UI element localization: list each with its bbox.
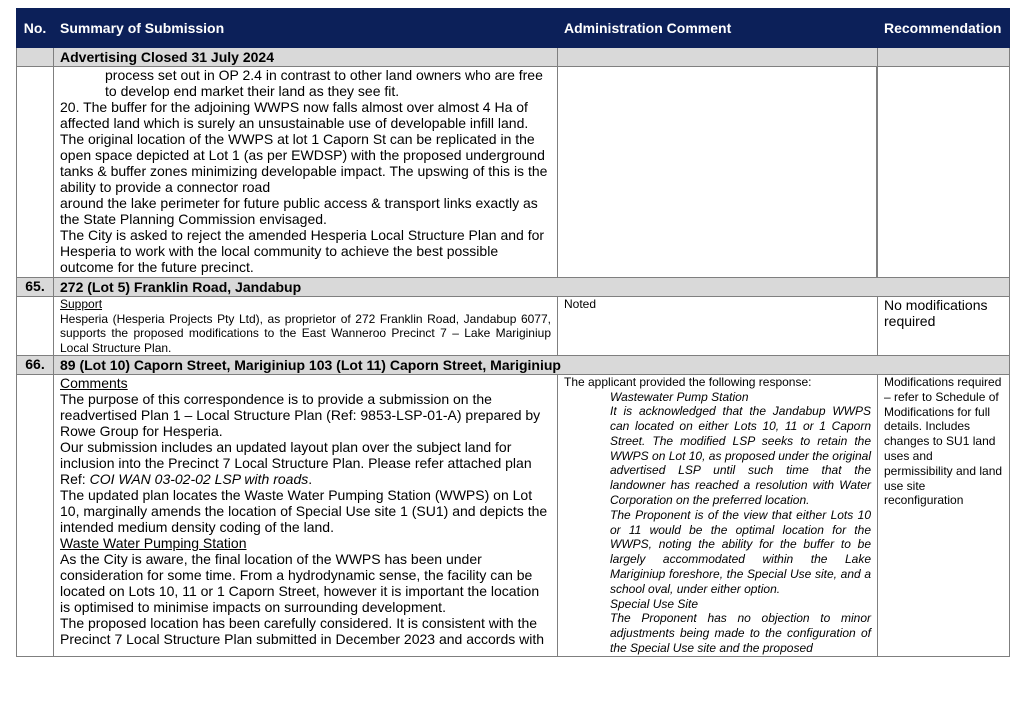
item-66-title: 89 (Lot 10) Caporn Street, Mariginiup 103 (Lot 11) Caporn Street, Mariginiup (54, 356, 1010, 375)
item-66-admin (558, 375, 878, 657)
item-66-admin-para-1: It is acknowledged that the Jandabup WWPS can located on either Lots 10, 11 or 1 Caporn Street. The modified LSP seeks to retain the WWPS on Lot 10, as proposed under the original advertised LSP until such time that the landowner has reached a resolution with Water Corporation on the preferred location. (610, 404, 871, 508)
item-65-support-label: Support (60, 297, 103, 311)
item-65-title: 272 (Lot 5) Franklin Road, Jandabup (54, 278, 1010, 297)
recommendation-cell (878, 67, 1010, 278)
item-66-para-2 (60, 439, 551, 487)
item-66-para-4: As the City is aware, the final location of the WWPS has been under consideration for some time. From a hydrodynamic sense, the facility can be located on Lots 10, 11 or 1 Caporn Street, however it is important the location is optimised to minimise impacts on surrounding development. (60, 551, 540, 615)
item-66-para-5: The proposed location has been carefully considered. It is consistent with the Precinct 7 Local Structure Plan submitted in December 2023 and accords with (60, 615, 545, 647)
item-65-row (17, 297, 1010, 356)
header-recommendation: Recommendation (878, 9, 1010, 48)
section-num-cell (17, 48, 54, 67)
item-66-num-cell (17, 375, 54, 657)
item-66-admin-para-2: The Proponent is of the view that either Lots 10 or 11 would be the optimal location for the WWPS, noting the ability for the buffer to be largely accommodated within the Lake Mariginiup foreshore, the Special Use site, and a school oval, under either option. (610, 507, 871, 596)
continued-line-1: process set out in OP 2.4 in contrast to other land owners who are free (105, 67, 543, 83)
item-66-wwps-heading: Waste Water Pumping Station (60, 535, 247, 551)
header-summary: Summary of Submission (54, 9, 558, 48)
item-65-recommendation-text: No modifications required (884, 297, 988, 329)
section-empty-2 (878, 48, 1010, 67)
item-65-title-row (17, 278, 1010, 297)
item-66-summary (54, 375, 558, 657)
table-row (17, 67, 1010, 278)
item-66-admin-para-3: The Proponent has no objection to minor adjustments being made to the configuration of the Special Use site and the proposed (610, 611, 871, 656)
item-66-number: 66. (17, 356, 54, 375)
item-65-support-text: Hesperia (Hesperia Projects Pty Ltd), as proprietor of 272 Franklin Road, Jandabup 6077, supports the proposed modifications to the East Wanneroo Precinct 7 – Lake Mariginiup Local Structure Plan. (60, 311, 551, 355)
item-66-title-row (17, 356, 1010, 375)
item-65-admin-text: Noted (564, 297, 597, 311)
header-no: No. (17, 9, 54, 48)
item-65-num-cell (17, 297, 54, 356)
section-row (17, 48, 1010, 67)
summary-cell (54, 67, 558, 278)
item-66-recommendation-text: Modifications required – refer to Schedule of Modifications for full details. Includes changes to SU1 land uses and permissibility and land use site reconfiguration (884, 375, 1003, 508)
para-20: 20. The buffer for the adjoining WWPS now falls almost over almost 4 Ha of affected land which is surely an unsustainable use of developable infill land. (60, 99, 529, 131)
admin-comment-cell (558, 67, 878, 278)
section-title: Advertising Closed 31 July 2024 (54, 48, 558, 67)
item-66-para-3: The updated plan locates the Waste Water Pumping Station (WWPS) on Lot 10, marginally amends the location of Special Use site 1 (SU1) and depicts the intended medium density coding of the land. (60, 487, 548, 535)
item-66-para-2-start: Our submission includes an updated layout plan over the subject land for inclusion into the Precinct 7 Local Structure Plan. Please refer attached plan Ref: (60, 439, 532, 487)
item-65-summary (54, 297, 558, 356)
item-66-plan-ref: COI WAN 03-02-02 LSP with roads (89, 471, 309, 487)
para-around-lake: around the lake perimeter for future public access & transport links exactly as the State Planning Commission envisaged. (60, 195, 538, 227)
item-66-admin-intro: The applicant provided the following response: (564, 375, 812, 389)
item-65-admin (558, 297, 878, 356)
item-66-para-2-end: . (308, 471, 313, 487)
item-66-row (17, 375, 1010, 657)
submissions-table (16, 8, 1010, 657)
item-65-number: 65. (17, 278, 54, 297)
item-66-comments-label: Comments (60, 375, 128, 391)
section-empty-1 (558, 48, 878, 67)
item-66-recommendation (878, 375, 1010, 657)
para-original-location: The original location of the WWPS at lot 1 Caporn St can be replicated in the open space depicted at Lot 1 (as per EWDSP) with the proposed underground tanks & buffer zones minimizing developable impact. The upswing of this is the ability to provide a connector road (60, 131, 548, 195)
item-66-admin-heading-special-use: Special Use Site (610, 596, 699, 611)
item-66-para-1: The purpose of this correspondence is to provide a submission on the readvertised Plan 1 – Local Structure Plan (Ref: 9853-LSP-01-A) prepared by Rowe Group for Hesperia. (60, 391, 541, 439)
item-65-recommendation (878, 297, 1010, 356)
header-admin-comment: Administration Comment (558, 9, 878, 48)
para-reject: The City is asked to reject the amended Hesperia Local Structure Plan and for Hesperia to work with the local community to achieve the best possible outcome for the future precinct. (60, 227, 545, 275)
table-header-row (17, 9, 1010, 48)
item-66-admin-heading-wwps: Wastewater Pump Station (610, 389, 749, 404)
continued-line-2: to develop end market their land as they see fit. (105, 83, 400, 99)
row-num-cell (17, 67, 54, 278)
